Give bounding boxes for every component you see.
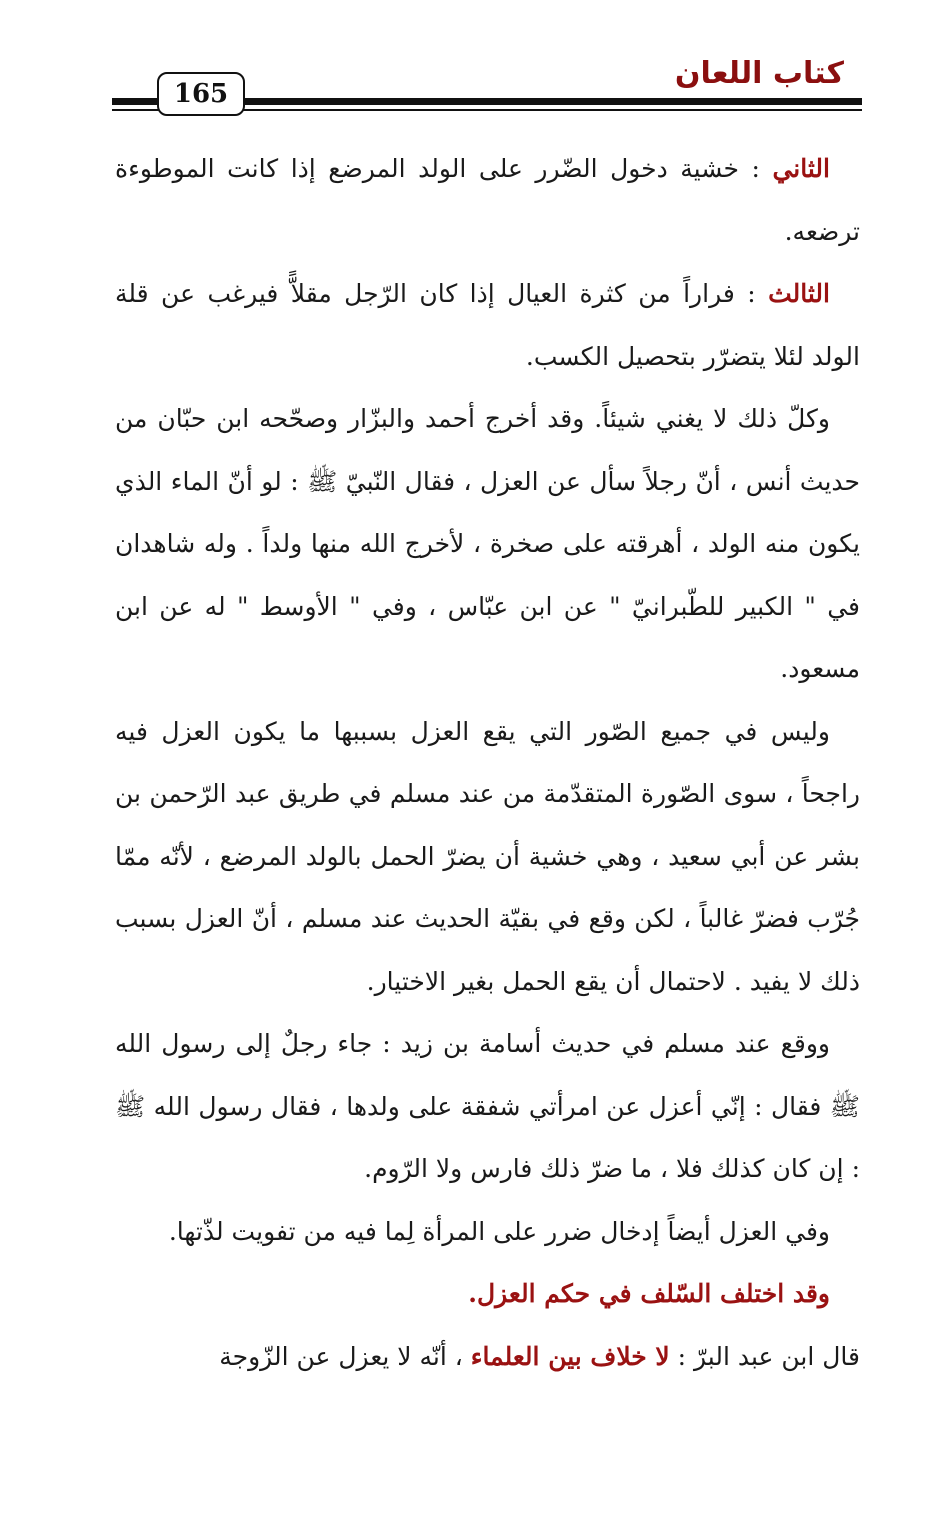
- paragraph-lead: الثالث: [768, 279, 830, 308]
- paragraph-ibn-abd-albarr: [115, 1326, 860, 1389]
- paragraph-harm-to-wife: وفي العزل أيضاً إدخال ضرر على المرأة لِما فيه من تفويت لذّتها.: [168, 1216, 830, 1246]
- last-line-after: ، أنّه لا يعزل عن الزّوجة: [219, 1341, 471, 1371]
- paragraph-hadith-anas: وكلّ ذلك لا يغني شيئاً. وقد أخرج أحمد والبزّار وصحّحه ابن حبّان من حديث أنس ، أنّ رجلاً سأل عن العزل ، فقال النّبيّ ﷺ : لو أنّ الماء الذي يكون منه الولد ، أهرقته على صخرة ، لأخرج الله منها ولداً . وله شاهدان في " الكبير للطّبرانيّ " عن ابن عبّاس ، وفي " الأوسط " له عن ابن مسعود.: [115, 404, 860, 683]
- last-line-highlight: لا خلاف بين العلماء: [470, 1341, 670, 1371]
- paragraph-body: : فراراً من كثرة العيال إذا كان الرّجل مقلاًّ فيرغب عن قلة الولد لئلا يتضرّر بتحصيل الكسب.: [115, 279, 860, 371]
- book-title: كتاب اللعان: [674, 56, 844, 91]
- paragraph-third: [115, 263, 860, 388]
- paragraph-second: [115, 138, 860, 263]
- section-heading: وقد اختلف السّلف في حكم العزل.: [468, 1279, 830, 1308]
- body-text: [115, 138, 860, 1388]
- last-line-before: قال ابن عبد البرّ :: [669, 1341, 860, 1371]
- paragraph-forms-of-azl: وليس في جميع الصّور التي يقع العزل بسببها ما يكون العزل فيه راجحاً ، سوى الصّورة المتقدّمة من عند مسلم في طريق عبد الرّحمن بن بشر عن أبي سعيد ، وهي خشية أن يضرّ الحمل بالولد المرضع ، لأنّه ممّا جُرّب فضرّ غالباً ، لكن وقع في بقيّة الحديث عند مسلم ، أنّ العزل بسبب ذلك لا يفيد . لاحتمال أن يقع الحمل بغير الاختيار.: [115, 716, 860, 996]
- paragraph-body: : خشية دخول الضّرر على الولد المرضع إذا كانت الموطوءة ترضعه.: [115, 154, 860, 246]
- paragraph-hadith-usama: ووقع عند مسلم في حديث أسامة بن زيد : جاء رجلٌ إلى رسول الله ﷺ فقال : إنّي أعزل عن امرأتي شفقة على ولدها ، فقال رسول الله ﷺ : إن كان كذلك فلا ، ما ضرّ ذلك فارس ولا الرّوم.: [115, 1029, 860, 1183]
- page-header: [112, 52, 862, 122]
- paragraph-lead: الثاني: [772, 154, 830, 183]
- page-number: 165: [157, 72, 245, 116]
